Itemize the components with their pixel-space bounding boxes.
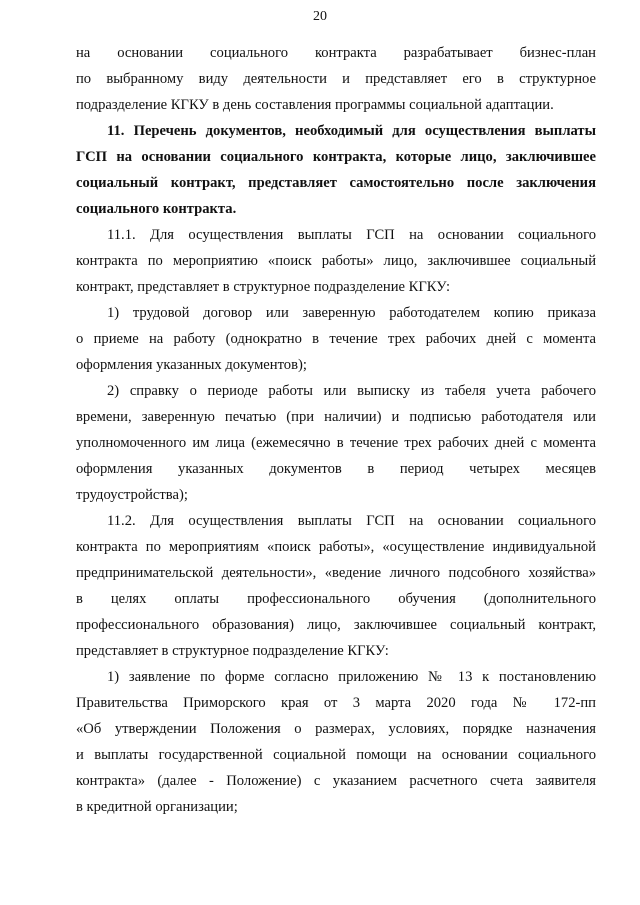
text-line: оформления указанных документов в период четырех месяцев — [76, 461, 596, 477]
text-line: 11.1. Для осуществления выплаты ГСП на основании социального — [107, 227, 596, 243]
text-line: социальный контракт, представляет самостоятельно после заключения — [76, 175, 596, 191]
text-line: подразделение КГКУ в день составления программы социальной адаптации. — [76, 97, 554, 113]
text-line: предпринимательской деятельности», «ведение личного подсобного хозяйства» — [76, 565, 596, 581]
text-line: оформления указанных документов); — [76, 357, 307, 373]
text-line: Правительства Приморского края от 3 марта 2020 года № 172-пп — [76, 695, 596, 711]
text-line: ГСП на основании социального контракта, которые лицо, заключившее — [76, 149, 596, 165]
text-line: «Об утверждении Положения о размерах, условиях, порядке назначения — [76, 721, 596, 737]
text-line: 11. Перечень документов, необходимый для осуществления выплаты — [107, 123, 596, 139]
text-line: о приеме на работу (однократно в течение трех рабочих дней с момента — [76, 331, 596, 347]
text-line: профессионального образования) лицо, заключившее социальный контракт, — [76, 617, 596, 633]
text-line: трудоустройства); — [76, 487, 188, 503]
text-line: 11.2. Для осуществления выплаты ГСП на основании социального — [107, 513, 596, 529]
text-line: 1) заявление по форме согласно приложению № 13 к постановлению — [107, 669, 596, 685]
text-line: в кредитной организации; — [76, 799, 238, 815]
text-line: 1) трудовой договор или заверенную работодателем копию приказа — [107, 305, 596, 321]
text-line: представляет в структурное подразделение КГКУ: — [76, 643, 389, 659]
text-line: уполномоченного им лица (ежемесячно в течение трех рабочих дней с момента — [76, 435, 596, 451]
text-line: времени, заверенную печатью (при наличии) и подписью работодателя или — [76, 409, 596, 425]
text-line: социального контракта. — [76, 201, 237, 217]
text-line: в целях оплаты профессионального обучения (дополнительного — [76, 591, 596, 607]
text-line: на основании социального контракта разрабатывает бизнес-план — [76, 45, 596, 61]
document-body — [76, 40, 596, 820]
text-line: по выбранному виду деятельности и представляет его в структурное — [76, 71, 596, 87]
text-line: контракт, представляет в структурное подразделение КГКУ: — [76, 279, 451, 295]
text-line: контракта» (далее - Положение) с указанием расчетного счета заявителя — [76, 773, 596, 789]
text-line: контракта по мероприятию «поиск работы» лицо, заключившее социальный — [76, 253, 596, 269]
page-number: 20 — [313, 9, 327, 24]
text-line: контракта по мероприятиям «поиск работы», «осуществление индивидуальной — [76, 539, 596, 555]
text-line: 2) справку о периоде работы или выписку из табеля учета рабочего — [107, 383, 596, 399]
text-line: и выплаты государственной социальной помощи на основании социального — [76, 747, 596, 763]
